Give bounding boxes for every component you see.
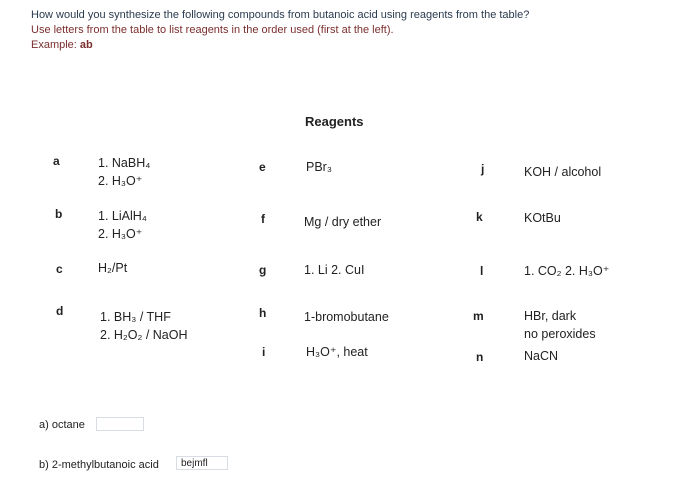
reagent-b [98,207,147,243]
question-b-label: b) 2-methylbutanoic acid [39,459,159,471]
reagent-letter-l: l [480,264,484,278]
reagent-b-line-1: 1. LiAlH₄ [98,209,147,223]
reagent-d-line-1: 1. BH₃ / THF [100,310,171,324]
reagent-g-line-1: 1. Li 2. CuI [304,263,365,277]
example-line [31,38,529,53]
reagent-letter-e: e [259,160,266,174]
reagent-letter-k: k [476,210,483,224]
reagent-d [100,308,188,344]
reagent-a-line-1: 1. NaBH₄ [98,156,151,170]
reagent-h-line-1: 1-bromobutane [304,310,389,324]
reagent-j-line-1: KOH / alcohol [524,165,602,179]
reagent-e-line-1: PBr₃ [306,160,332,174]
reagent-letter-h: h [259,306,267,320]
reagent-g [304,261,364,279]
example-value: ab [79,39,93,51]
reagent-letter-j: j [481,162,485,176]
instruction-line-2: Use letters from the table to list reagents in the order used (first at the left). [31,24,394,36]
reagent-letter-g: g [259,263,267,277]
reagent-b-line-2: 2. H₃O⁺ [98,227,143,241]
reagent-n [524,347,558,365]
reagent-n-line-1: NaCN [524,349,559,363]
reagent-c [98,259,127,277]
reagent-e [306,158,332,176]
reagent-k [524,209,561,227]
example-label: Example: [31,39,77,51]
question-a-label: a) octane [39,419,85,431]
reagent-l [524,262,609,280]
reagent-i [306,343,368,361]
instructions [31,8,529,53]
reagent-a [98,154,150,190]
reagent-letter-i: i [262,345,266,359]
answer-b-input[interactable] [176,456,228,470]
reagent-f-line-1: Mg / dry ether [304,215,382,229]
reagent-letter-b: b [55,207,63,221]
reagent-i-line-1: H₃O⁺, heat [306,345,368,359]
reagent-c-line-1: H₂/Pt [98,261,128,275]
reagent-k-line-1: KOtBu [524,211,561,225]
reagent-letter-c: c [56,262,63,276]
reagent-d-line-2: 2. H₂O₂ / NaOH [100,328,188,342]
reagent-l-line-1: 1. CO₂ 2. H₃O⁺ [524,264,610,278]
reagent-letter-d: d [56,304,64,318]
reagent-h [304,308,389,326]
reagent-m-line-2: no peroxides [524,327,596,341]
reagent-m [524,307,596,343]
reagent-f [304,213,381,231]
reagent-m-line-1: HBr, dark [524,309,577,323]
reagent-a-line-2: 2. H₃O⁺ [98,174,143,188]
answer-a-input[interactable] [96,417,144,431]
instruction-line-1: How would you synthesize the following compounds from butanoic acid using reagents from the table? [31,9,530,21]
reagent-j [524,163,601,181]
reagent-letter-n: n [476,350,484,364]
reagents-title: Reagents [305,114,364,129]
reagent-letter-a: a [53,154,60,168]
reagent-letter-f: f [261,212,265,226]
reagent-letter-m: m [473,309,484,323]
